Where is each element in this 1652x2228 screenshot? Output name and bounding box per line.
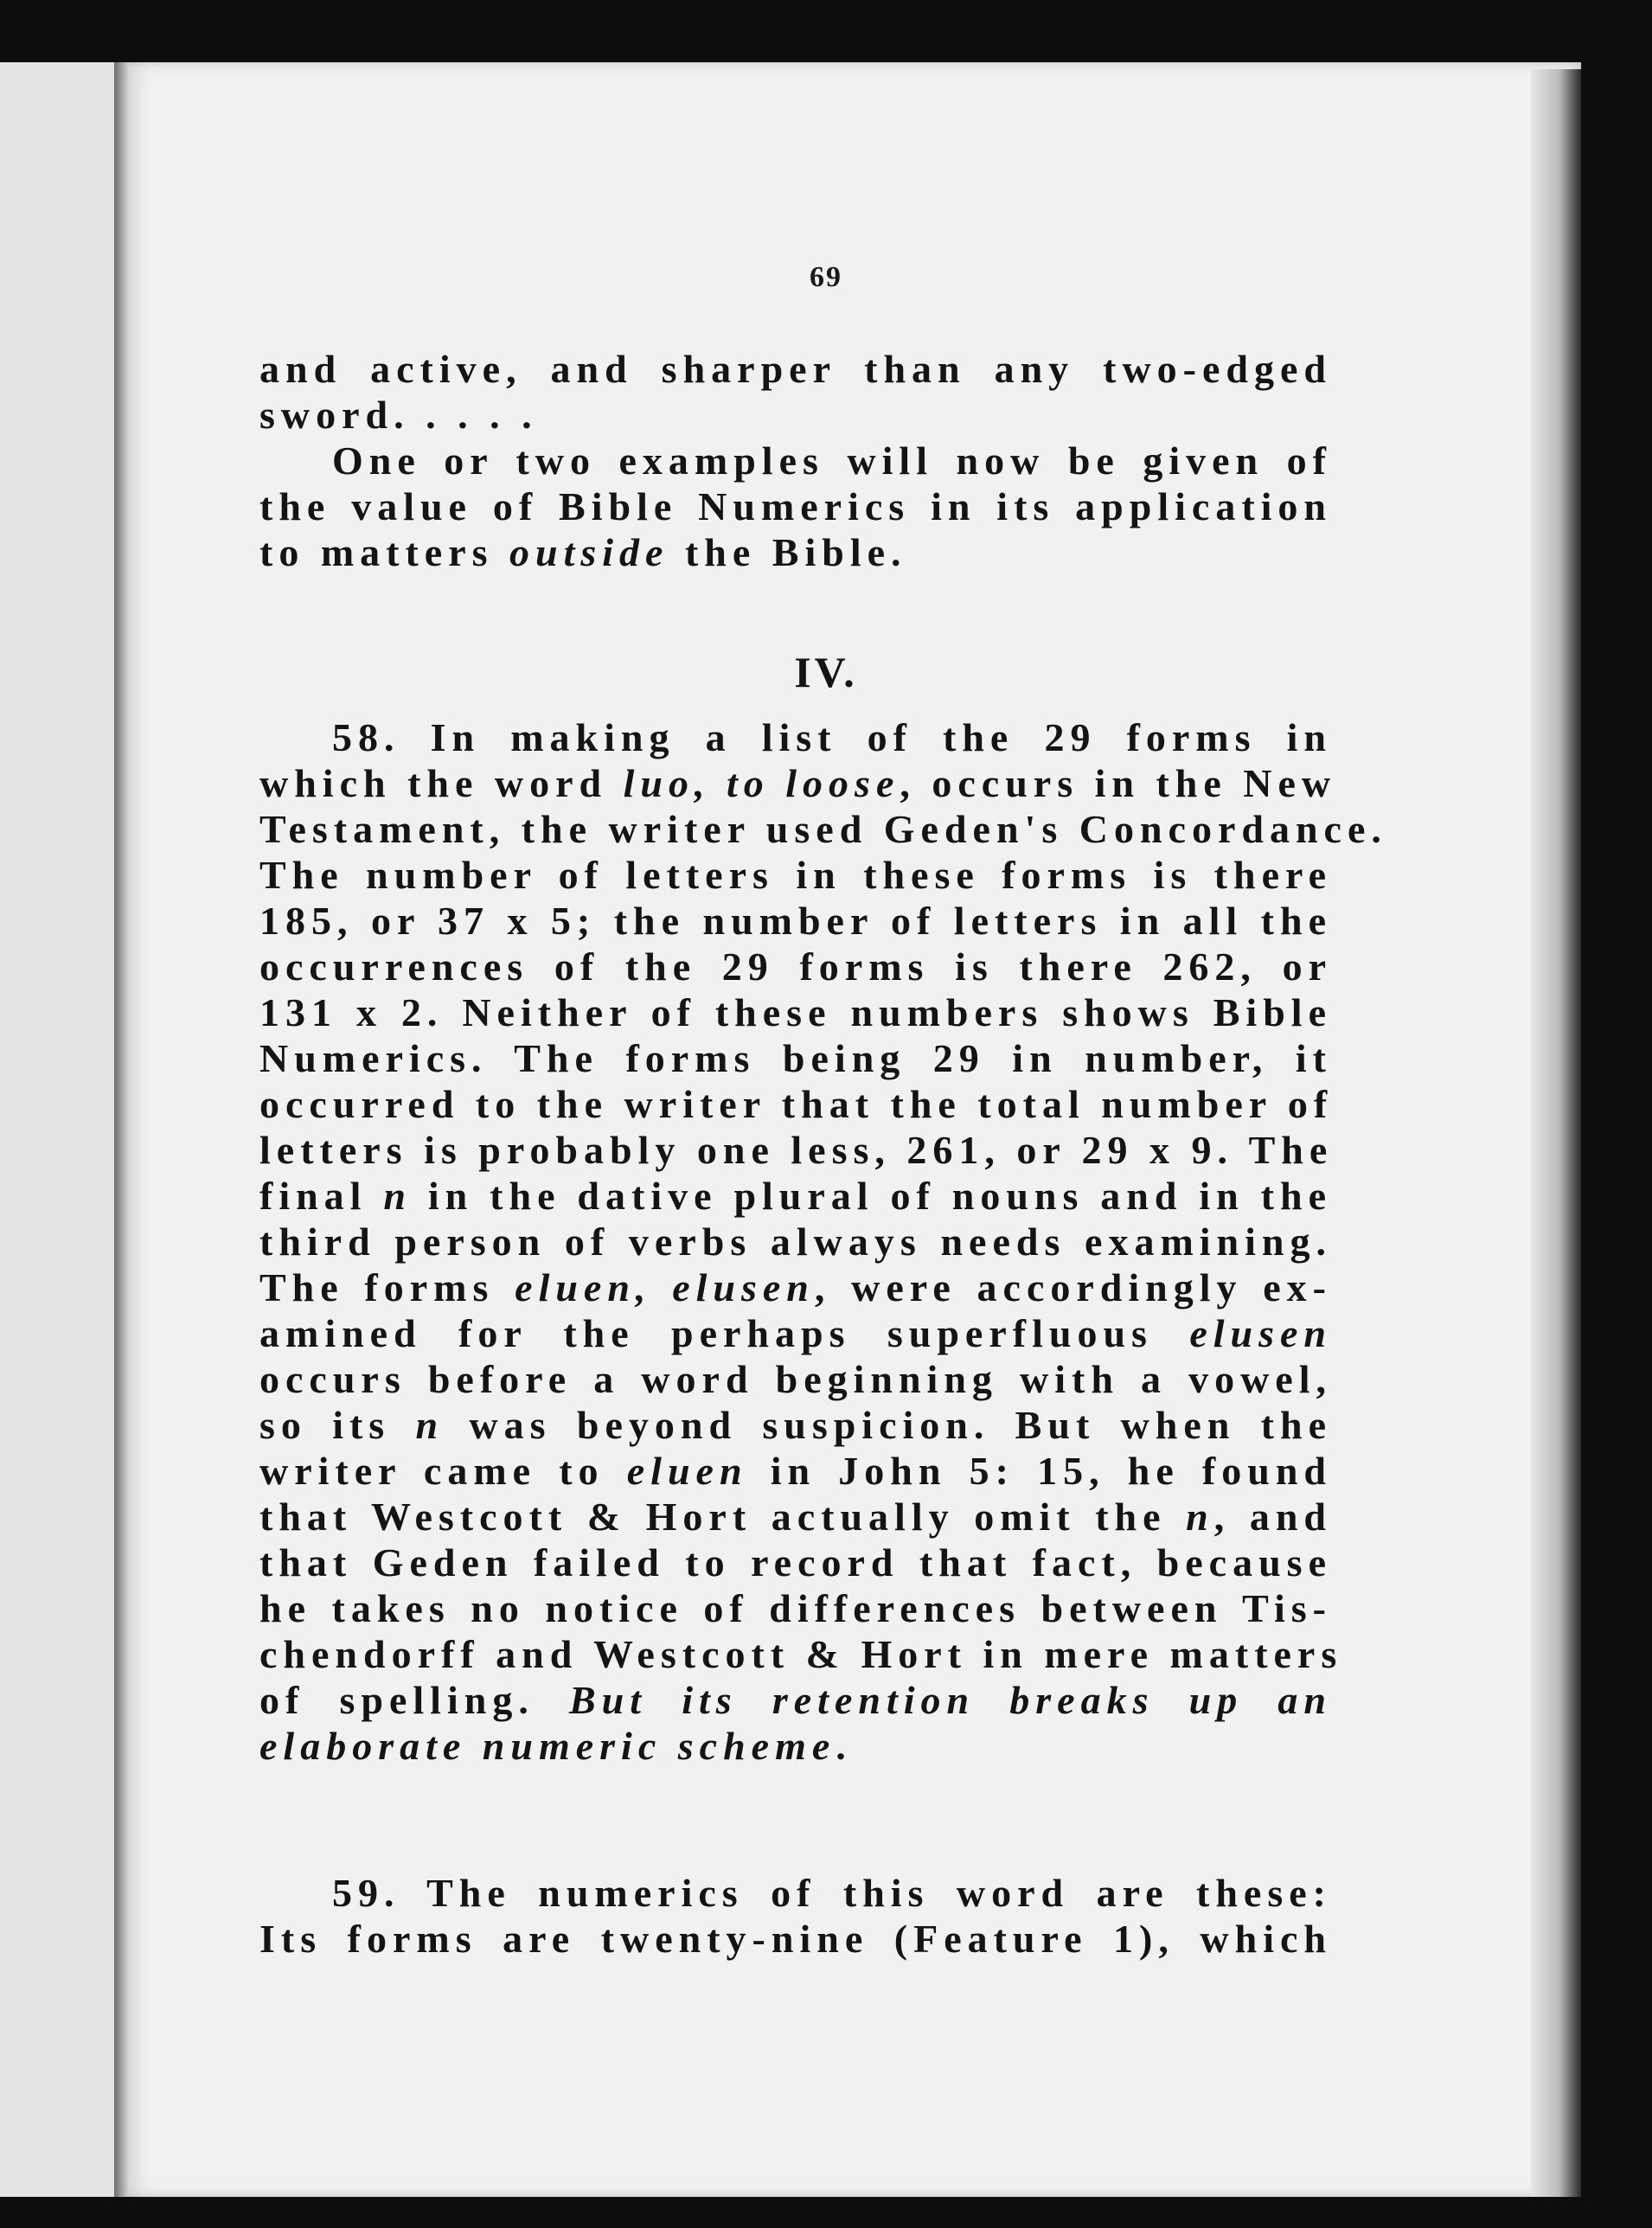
text-line: third person of verbs always needs examining. (259, 1220, 1332, 1264)
paragraph-intro (259, 346, 1332, 575)
text-line (259, 1310, 1332, 1356)
text-run: the Bible. (669, 530, 907, 574)
book-gutter (114, 62, 128, 2197)
text-line (259, 1173, 1332, 1219)
paragraph-58 (259, 714, 1387, 1769)
text-run: so its (259, 1403, 416, 1447)
text-run: , were accordingly ex- (814, 1265, 1332, 1309)
text-run: . (836, 1724, 852, 1768)
text-line: occurrences of the 29 forms is there 262, or (259, 944, 1332, 989)
text-run: which the word (259, 761, 624, 805)
text-line: Its forms are twenty-nine (Feature 1), which (259, 1917, 1332, 1961)
text-run: in the dative plural of nouns and in the (411, 1174, 1332, 1218)
text-line (259, 1723, 1332, 1769)
page-number: 69 (810, 261, 842, 293)
italic-text-run: eluen (626, 1449, 748, 1493)
text-line (259, 760, 1337, 806)
text-line: One or two examples will now be given of (332, 439, 1332, 483)
italic-text-run: n (415, 1403, 445, 1447)
page-edge-shadow (1531, 69, 1581, 2197)
italic-text-run: eluen, elusen (515, 1265, 815, 1309)
text-line: the value of Bible Numerics in its application (259, 484, 1332, 528)
italic-text-run: But its retention breaks up an (569, 1678, 1332, 1722)
text-line (259, 1402, 1332, 1448)
text-line (259, 1677, 1332, 1723)
text-line: Testament, the writer used Geden's Concordance. (259, 807, 1387, 851)
text-run: The forms (259, 1265, 515, 1309)
text-run: writer came to (259, 1449, 627, 1493)
text-run: that Westcott & Hort actually omit the (259, 1495, 1187, 1539)
left-page-edge (0, 62, 116, 2197)
text-line: 58. In making a list of the 29 forms in (332, 715, 1332, 759)
text-run: in John 5: 15, he found (747, 1449, 1332, 1493)
text-line (259, 1494, 1332, 1540)
text-line (259, 1448, 1332, 1494)
text-run: was beyond suspicion. But when the (444, 1403, 1332, 1447)
text-line: sword. . . . . (259, 393, 538, 437)
italic-text-run: luo, to loose (623, 761, 900, 805)
text-line: The number of letters in these forms is there (259, 853, 1332, 897)
text-line: letters is probably one less, 261, or 29 x 9. The (259, 1128, 1334, 1172)
text-line: and active, and sharper than any two-edged (259, 347, 1332, 391)
text-run: amined for the perhaps superfluous (259, 1311, 1190, 1355)
text-run: , occurs in the New (900, 761, 1337, 805)
text-run: of spelling. (259, 1678, 569, 1722)
text-line: occurs before a word beginning with a vowel, (259, 1357, 1332, 1401)
italic-text-run: n (1186, 1495, 1214, 1539)
paragraph-59 (259, 1870, 1332, 1962)
text-line: Numerics. The forms being 29 in number, it (259, 1036, 1332, 1080)
text-line (259, 1264, 1332, 1310)
text-line: 131 x 2. Neither of these numbers shows Bible (259, 990, 1332, 1034)
section-heading: IV. (794, 648, 858, 696)
italic-text-run: n (383, 1174, 412, 1218)
italic-text-run: elusen (1189, 1311, 1332, 1355)
text-run: , and (1213, 1495, 1332, 1539)
italic-text-run: outside (509, 530, 669, 574)
text-line (259, 529, 1332, 575)
text-line: that Geden failed to record that fact, because (259, 1540, 1332, 1585)
text-line: occurred to the writer that the total number of (259, 1082, 1334, 1126)
text-run: final (259, 1174, 384, 1218)
text-line: he takes no notice of differences between Tis- (259, 1586, 1332, 1630)
text-line: chendorff and Westcott & Hort in mere matters (259, 1632, 1343, 1676)
text-line: 59. The numerics of this word are these: (332, 1871, 1332, 1915)
text-run: to matters (259, 530, 510, 574)
italic-text-run: elaborate numeric scheme (259, 1724, 836, 1768)
text-line: 185, or 37 x 5; the number of letters in all the (259, 899, 1332, 943)
